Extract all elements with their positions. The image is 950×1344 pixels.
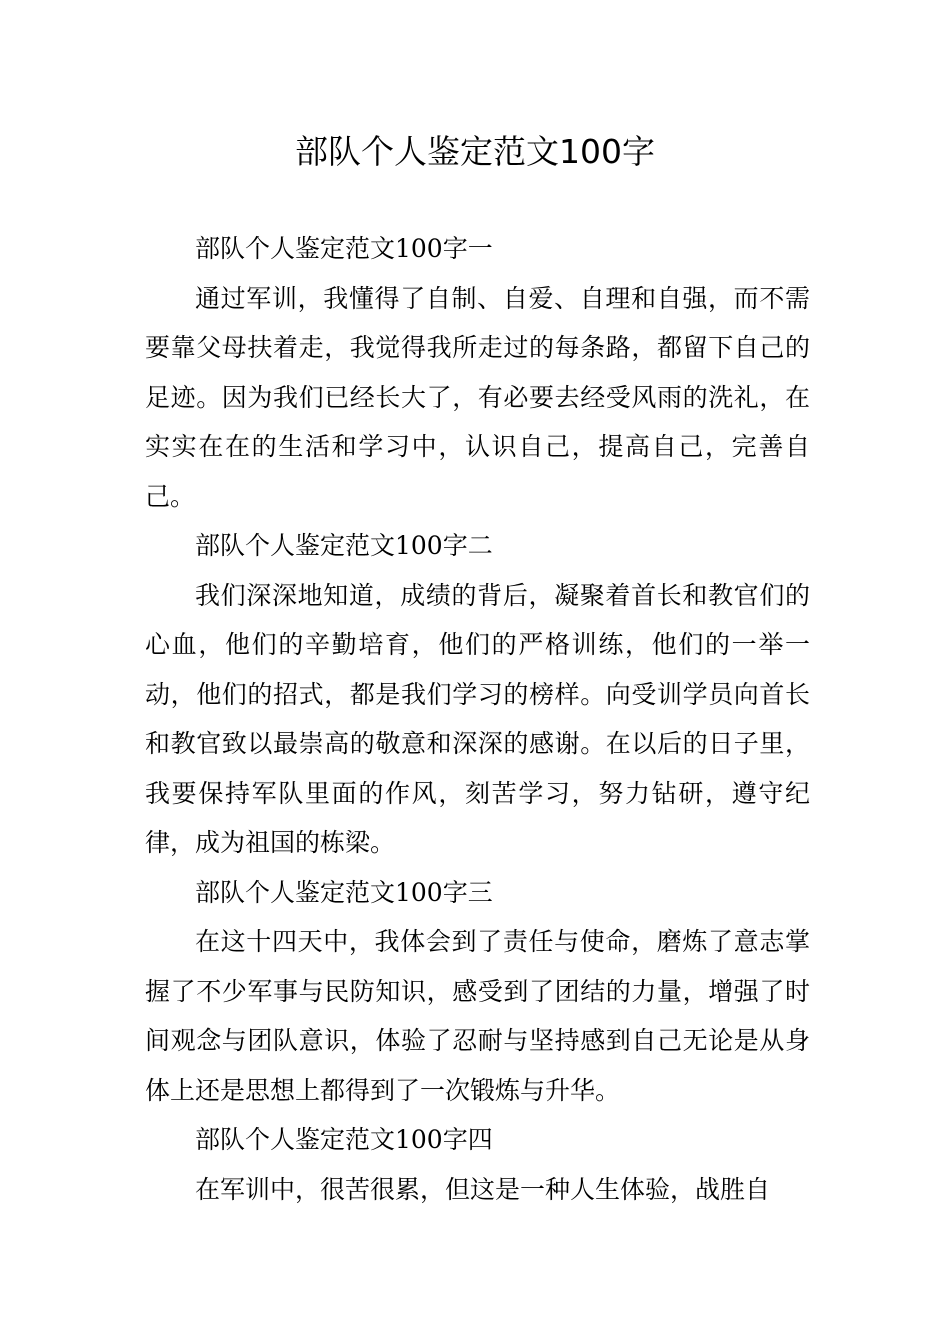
section-heading: 部队个人鉴定范文100字三: [195, 877, 493, 907]
document-title: 部队个人鉴定范文100字: [295, 132, 655, 171]
section-heading: 部队个人鉴定范文100字一: [195, 234, 493, 263]
section-heading: 部队个人鉴定范文100字四: [195, 1125, 493, 1154]
document-body: [145, 224, 810, 1214]
section-heading: 部队个人鉴定范文100字二: [195, 531, 493, 560]
body-paragraph: 通过军训，我懂得了自制、自爱、自理和自强，而不需要靠父母扶着走，我觉得我所走过的每条路，都留下自己的足迹。因为我们已经长大了，有必要去经受风雨的洗礼，在实实在在的生活和学习中，认识自己，提高自己，完善自己。: [145, 283, 810, 511]
body-paragraph: 在这十四天中，我体会到了责任与使命，磨炼了意志掌握了不少军事与民防知识，感受到了团结的力量，增强了时间观念与团队意识，体验了忍耐与坚持感到自己无论是从身体上还是思想上都得到了一次锻炼与升华。: [145, 927, 810, 1105]
body-paragraph: 我们深深地知道，成绩的背后，凝聚着首长和教官们的心血，他们的辛勤培育，他们的严格训练，他们的一举一动，他们的招式，都是我们学习的榜样。向受训学员向首长和教官致以最崇高的敬意和深深的感谢。在以后的日子里，我要保持军队里面的作风，刻苦学习，努力钻研，遵守纪律，成为祖国的栋梁。: [145, 580, 810, 857]
body-paragraph: 在军训中，很苦很累，但这是一种人生体验，战胜自: [195, 1174, 771, 1204]
